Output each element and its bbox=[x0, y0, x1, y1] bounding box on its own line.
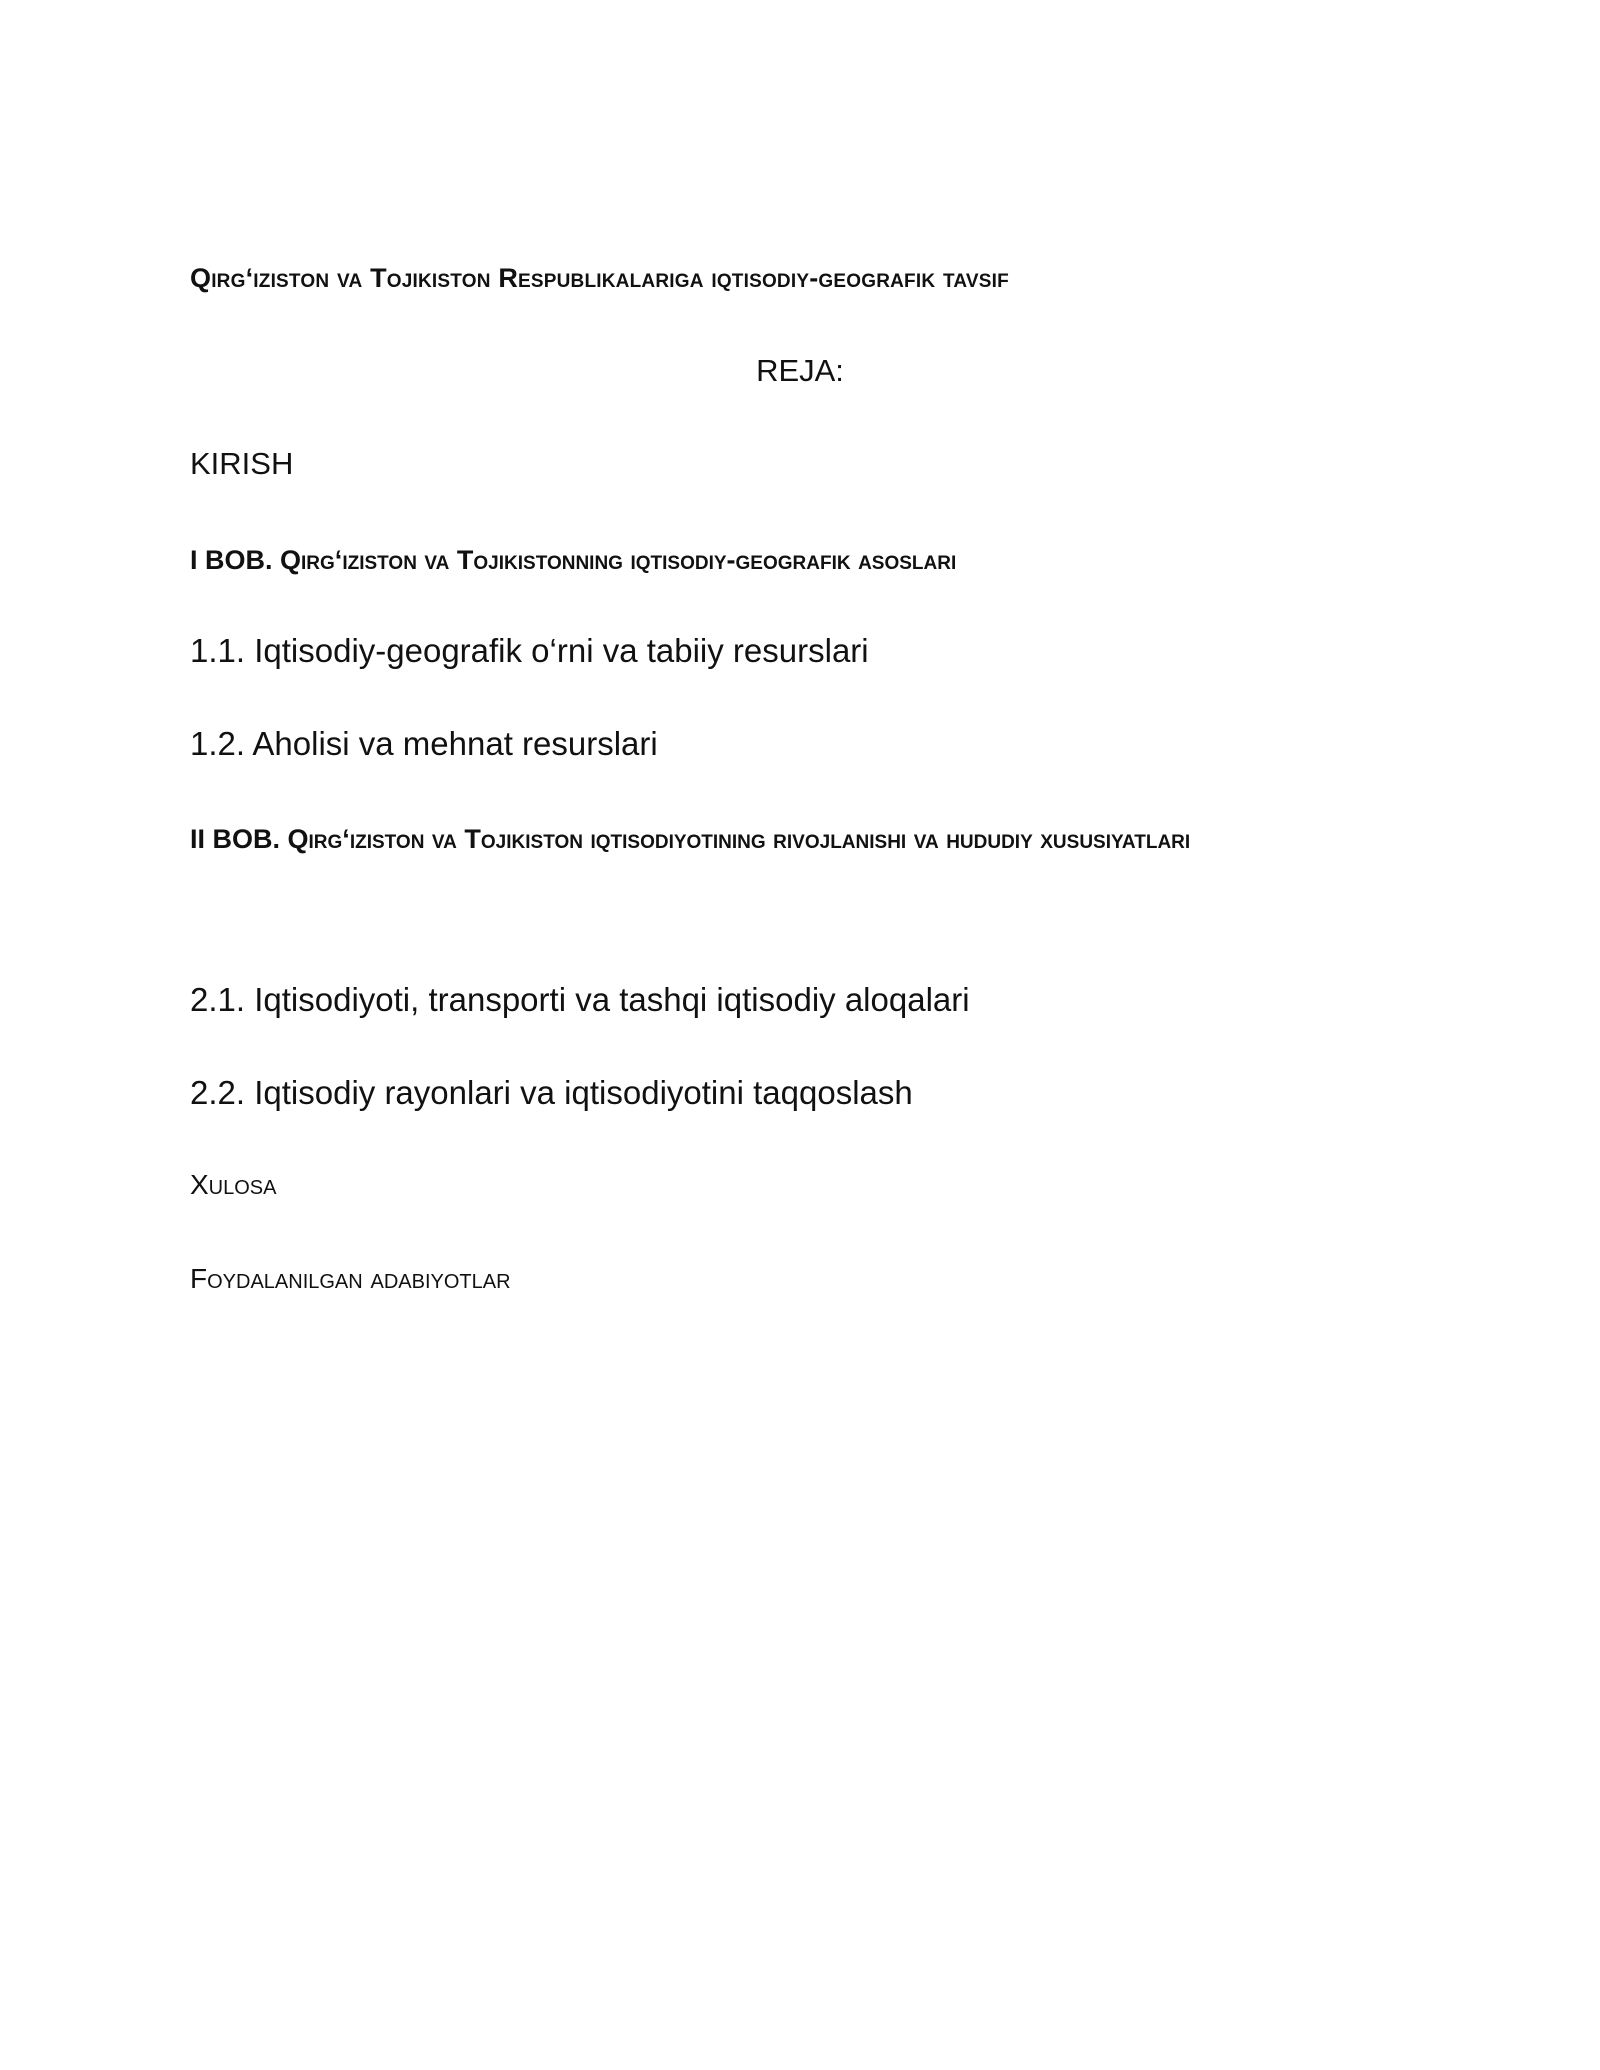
section-2-2: 2.2. Iqtisodiy rayonlari va iqtisodiyotini taqqoslash bbox=[190, 1074, 913, 1111]
chapter-1-title: Qirg‘iziston va Tojikistonning iqtisodiy-geografik asoslari bbox=[280, 545, 957, 575]
conclusion-heading: Xulosa bbox=[190, 1169, 277, 1200]
chapter-2-title: Qirg‘iziston va Tojikiston iqtisodiyotining rivojlanishi va hududiy xususiyatlari bbox=[287, 824, 1191, 854]
introduction-heading: KIRISH bbox=[190, 446, 294, 481]
chapter-2-number: II BOB. bbox=[190, 824, 281, 854]
plan-heading: REJA: bbox=[756, 353, 844, 388]
chapter-1-heading bbox=[190, 526, 1370, 594]
section-1-2: 1.2. Aholisi va mehnat resurslari bbox=[190, 725, 658, 762]
section-1-1: 1.1. Iqtisodiy-geografik o‘rni va tabiiy resurslari bbox=[190, 632, 869, 669]
document-title: Qirg‘iziston va Tojikiston Respublikalariga iqtisodiy-geografik tavsif bbox=[190, 263, 1009, 293]
chapter-2-heading bbox=[190, 805, 1370, 873]
references-heading: Foydalanilgan adabiyotlar bbox=[190, 1263, 511, 1294]
section-2-1: 2.1. Iqtisodiyoti, transporti va tashqi iqtisodiy aloqalari bbox=[190, 981, 970, 1018]
chapter-1-number: I BOB. bbox=[190, 545, 273, 575]
